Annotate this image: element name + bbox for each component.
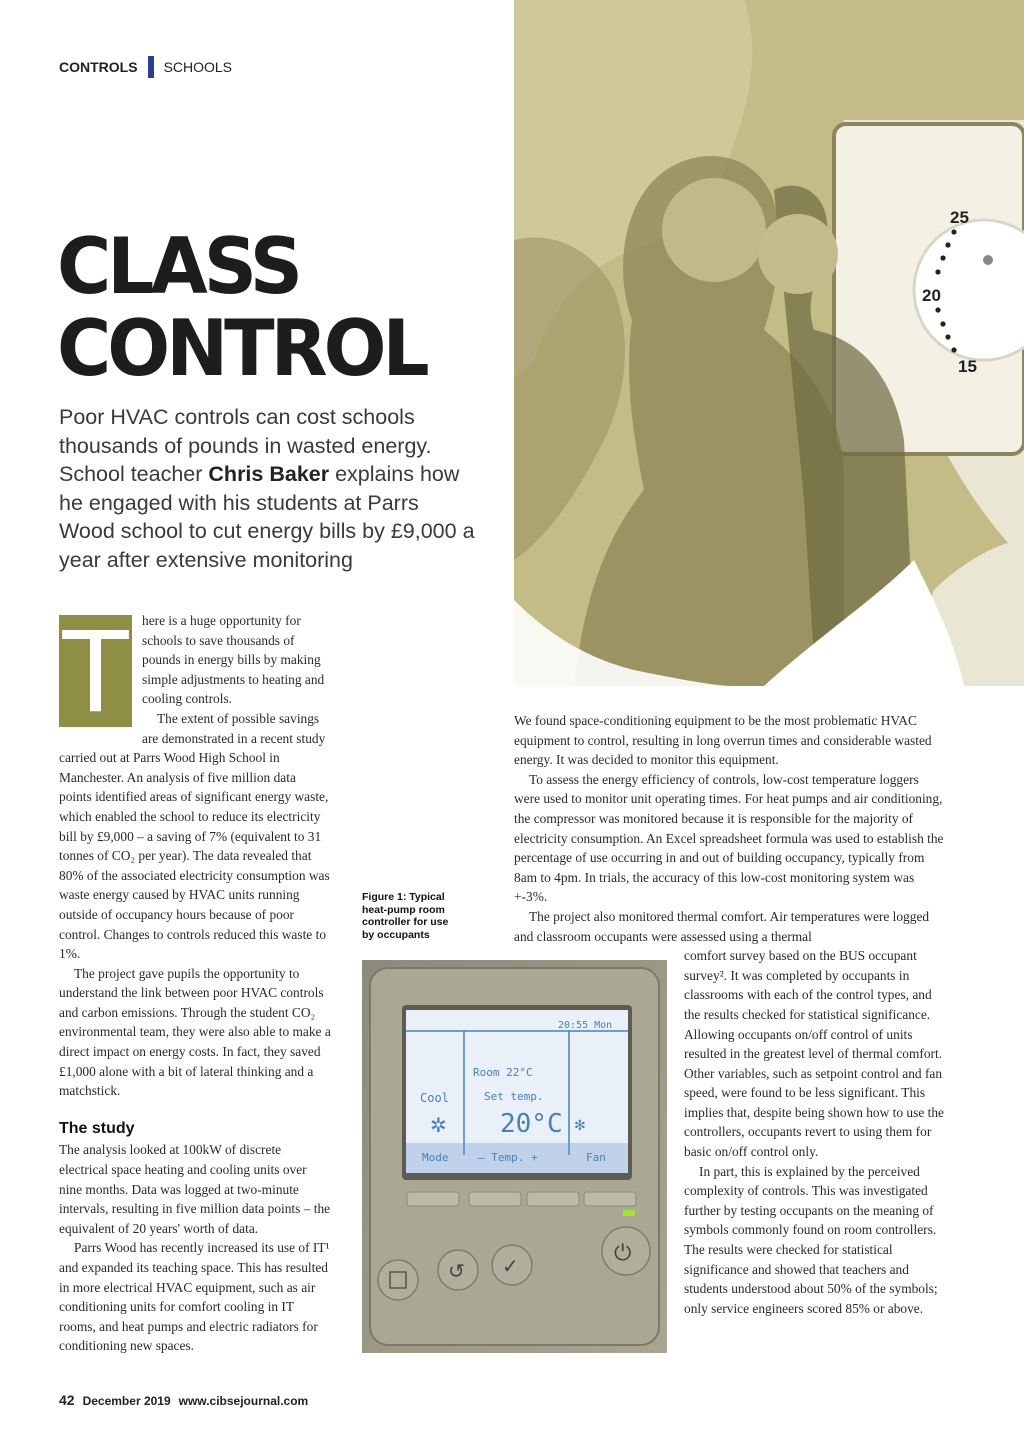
paragraph-6: To assess the energy efficiency of controls, low-cost temperature loggers were used to monitor unit operating times. For heat pumps and air conditioning, the compressor was monitored because it is responsible for the majority of electricity consumption. An Excel spreadsheet formula was used to establish the percentage of use occurring in and out of building occupancy, typically from 8am to 4pm. In trials, the accuracy of this low-cost monitoring system was +-3%.	[514, 771, 944, 905]
display-set-temp-label: Set temp.	[484, 1090, 544, 1103]
body-column-1	[59, 605, 331, 1356]
section-divider	[148, 56, 154, 78]
check-icon: ✓	[502, 1254, 519, 1278]
lead-paragraph	[59, 605, 331, 737]
body-column-2	[514, 711, 944, 1318]
fan-icon: ✻	[574, 1118, 586, 1134]
author-name: Chris Baker	[208, 462, 330, 486]
headline	[57, 221, 426, 394]
menu-button	[378, 1260, 418, 1300]
standfirst-before: Poor HVAC controls can cost schools thousands of pounds in wasted energy. School teacher	[59, 405, 432, 486]
snowflake-icon: ✲	[430, 1113, 447, 1137]
dial-label-15: 15	[958, 357, 977, 376]
paragraph-4: Parrs Wood has recently increased its use of IT¹ and expanded its teaching space. This has resulted in more electrical HVAC equipment, such as air conditioning units for comfort cooling in IT rooms, and heat pumps and electric radiators for conditioning new spaces.	[59, 1240, 330, 1354]
display-mode-value: Cool	[420, 1091, 449, 1105]
column-2-wrapped-text	[514, 946, 944, 1318]
dropcap: T	[59, 605, 132, 737]
headline-line-2: CONTROL	[57, 303, 426, 394]
headline-line-1: CLASS	[57, 221, 299, 313]
footer-url[interactable]: www.cibsejournal.com	[178, 1394, 309, 1408]
figure-caption: Figure 1: Typical heat-pump room controller for use by occupants	[362, 891, 449, 941]
dial-label-25: 25	[950, 208, 969, 227]
lead-rest: here is a huge opportunity for schools to save thousands of pounds in energy bills by making simple adjustments to heating and cooling controls.	[142, 613, 325, 707]
soft-button-1	[407, 1192, 459, 1206]
subhead-the-study: The study	[59, 1119, 135, 1137]
standfirst	[59, 403, 479, 574]
back-icon: ↺	[448, 1259, 465, 1283]
display-btn-temp: – Temp. +	[478, 1151, 538, 1164]
section-secondary: SCHOOLS	[163, 59, 233, 75]
display-set-temp-value: 20°C	[500, 1109, 563, 1139]
power-icon: ⏻	[614, 1241, 632, 1266]
display-btn-fan: Fan	[586, 1151, 606, 1164]
display-btn-mode: Mode	[422, 1151, 449, 1164]
display-room: Room 22°C	[473, 1066, 533, 1079]
standfirst-after: explains how he engaged with his students at Parrs Wood school to cut energy bills by £9,000 a year after extensive monitoring	[59, 462, 475, 572]
hero-image	[514, 0, 1024, 686]
paragraph-7b: comfort survey based on the BUS occupant survey². It was completed by occupants in classrooms with each of the control types, and the results checked for statistical significance. Allowing occupants on/off control of units resulted in the greatest level of thermal comfort. Other variables, such as setpoint control and fan speed, were found to be less significant. This implies that, despite being shown how to use the controllers, occupants revert to using them for basic on/off control only.	[684, 948, 944, 1160]
paragraph-5: We found space-conditioning equipment to be the most problematic HVAC equipment to control, resulting in long overrun times and considerable wasted energy. It was decided to monitor this equipment.	[514, 713, 932, 768]
section-tag	[59, 56, 232, 78]
paragraph-8: In part, this is explained by the perceived complexity of controls. This was investigated further by testing occupants on the meaning of symbols commonly found on room controllers. The results were checked for statistical significance and showed that teachers and students understood about 50% of the symbols; only service engineers scored 85% or above.	[684, 1163, 938, 1316]
page-number: 42	[59, 1392, 75, 1408]
page-footer	[59, 1392, 308, 1408]
paragraph-3: The analysis looked at 100kW of discrete electrical space heating and cooling units over nine months. Data was logged at two-minute intervals, resulting in five million data points – the equivalent of 20 years' worth of data.	[59, 1142, 331, 1236]
paragraph-2: The project gave pupils the opportunity to understand the link between poor HVAC controls and carbon emissions. Through the student CO₂ environmental team, they were also able to make a direct impact on energy costs. In fact, they saved £1,000 alone with a bit of lateral thinking and a matchstick.	[59, 965, 331, 1099]
dial-label-20: 20	[922, 286, 941, 305]
paragraph-7a: The project also monitored thermal comfort. Air temperatures were logged and classroom occupants were assessed using a thermal	[514, 908, 930, 944]
display-time: 20:55 Mon	[558, 1020, 613, 1031]
paragraph-1: The extent of possible savings are demonstrated in a recent study carried out at Parrs Wood High School in Manchester. An analysis of five million data points identified areas of significant energy waste, which enabled the school to reduce its electricity bill by £9,000 – a saving of 7% (equivalent to 31 tonnes of CO₂ per year). The data revealed that 80% of the associated electricity consumption was waste energy caused by HVAC units running outside of occupancy hours because of poor control. Changes to controls reduced this waste to 1%.	[59, 710, 330, 962]
section-primary: CONTROLS	[59, 59, 138, 75]
hero-illustration	[514, 0, 1024, 686]
footer-date: December 2019	[82, 1394, 171, 1408]
